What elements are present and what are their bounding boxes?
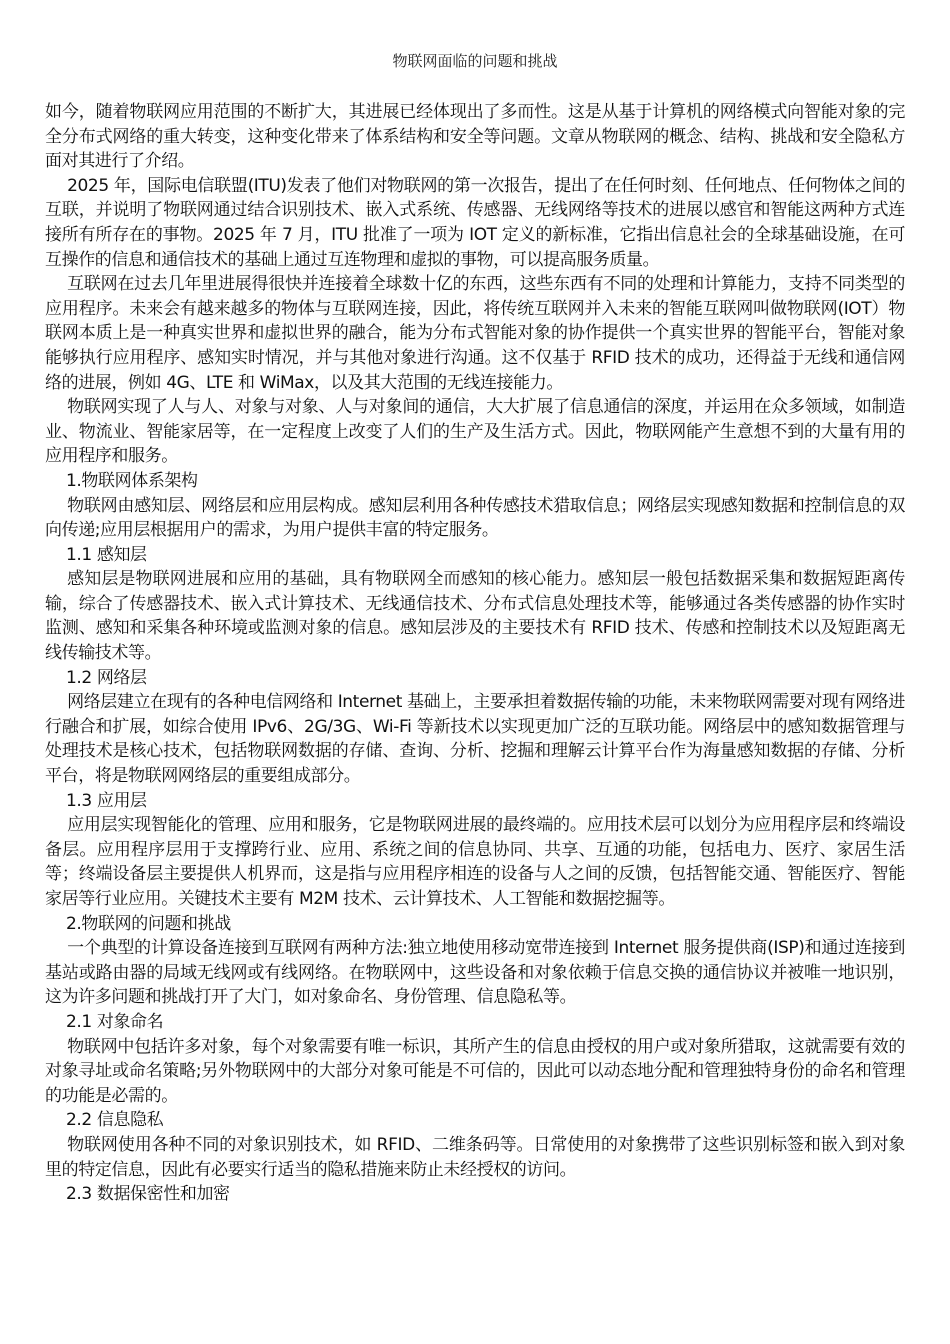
section-heading: 2.2 信息隐私 [66, 1110, 164, 1131]
body-paragraph: 2025 年，国际电信联盟(ITU)发表了他们对物联网的第一次报告，提出了在任何时刻、任何地点、任何物体之间的互联，并说明了物联网通过结合识别技术、嵌入式系统、传感器、无线网络等技术的进展以感官和智能这两种方式连接所有所存在的事物。2025 年 7 月，ITU 批准了一项为 IOT 定义的新标准，它指出信息社会的全球基础设施，在可互操作的信息和通信技术的基础上通过互连物理和虚拟的事物，可以提高服务质量。 [45, 175, 905, 270]
section-heading: 2.1 对象命名 [66, 1011, 164, 1032]
section-heading: 1.物联网体系架构 [66, 470, 198, 491]
page-title: 物联网面临的问题和挑战 [392, 52, 558, 70]
section-heading: 2.物联网的问题和挑战 [66, 913, 231, 934]
document-body [45, 100, 905, 1207]
section-paragraph: 物联网中包括许多对象，每个对象需要有唯一标识，其所产生的信息由授权的用户或对象所猎取，这就需要有效的对象寻址或命名策略;另外物联网中的大部分对象可能是不可信的，因此可以动态地分配和管理独特身份的命名和管理的功能是必需的。 [45, 1036, 905, 1106]
section-heading: 1.2 网络层 [66, 667, 147, 688]
section-paragraph: 物联网由感知层、网络层和应用层构成。感知层利用各种传感技术猎取信息；网络层实现感知数据和控制信息的双向传递;应用层根据用户的需求，为用户提供丰富的特定服务。 [45, 495, 905, 541]
body-paragraph: 物联网实现了人与人、对象与对象、人与对象间的通信，大大扩展了信息通信的深度，并运用在众多领域，如制造业、物流业、智能家居等，在一定程度上改变了人们的生产及生活方式。因此，物联网能产生意想不到的大量有用的应用程序和服务。 [45, 397, 905, 467]
section-heading: 1.3 应用层 [66, 790, 147, 811]
body-paragraph: 互联网在过去几年里进展得很快并连接着全球数十亿的东西，这些东西有不同的处理和计算能力，支持不同类型的应用程序。未来会有越来越多的物体与互联网连接，因此，将传统互联网并入未来的智能互联网叫做物联网(IOT）物联网本质上是一种真实世界和虚拟世界的融合，能为分布式智能对象的协作提供一个真实世界的智能平台，智能对象能够执行应用程序、感知实时情况，并与其他对象进行沟通。这不仅基于 RFID 技术的成功，还得益于无线和通信网络的进展，例如 4G、LTE 和 WiMax，以及其大范围的无线连接能力。 [45, 274, 905, 393]
section-paragraph: 物联网使用各种不同的对象识别技术，如 RFID、二维条码等。日常使用的对象携带了这些识别标签和嵌入到对象里的特定信息，因此有必要实行适当的隐私措施来防止未经授权的访问。 [45, 1134, 905, 1180]
section-paragraph: 感知层是物联网进展和应用的基础，具有物联网全而感知的核心能力。感知层一般包括数据采集和数据短距离传输，综合了传感器技术、嵌入式计算技术、无线通信技术、分布式信息处理技术等，能够通过各类传感器的协作实时监测、感知和采集各种环境或监测对象的信息。感知层涉及的主要技术有 RFID 技术、传感和控制技术以及短距离无线传输技术等。 [45, 569, 905, 664]
section-heading: 1.1 感知层 [66, 544, 147, 565]
section-paragraph: 应用层实现智能化的管理、应用和服务，它是物联网进展的最终端的。应用技术层可以划分为应用程序层和终端设备层。应用程序层用于支撑跨行业、应用、系统之间的信息协同、共享、互通的功能，包括电力、医疗、家居生活等；终端设备层主要提供人机界而，这是指与应用程序相连的设备与人之间的反馈，包括智能交通、智能医疗、智能家居等行业应用。关键技术主要有 M2M 技术、云计算技术、人工智能和数据挖掘等。 [45, 815, 905, 909]
section-heading: 2.3 数据保密性和加密 [66, 1184, 230, 1205]
intro-paragraph: 如今，随着物联网应用范围的不断扩大，其进展已经体现出了多而性。这是从基于计算机的网络模式向智能对象的完全分布式网络的重大转变，这种变化带来了体系结构和安全等问题。文章从物联网的概念、结构、挑战和安全隐私方面对其进行了介绍。 [45, 102, 905, 172]
section-paragraph: 网络层建立在现有的各种电信网络和 Internet 基础上，主要承担着数据传输的功能，未来物联网需要对现有网络进行融合和扩展，如综合使用 IPv6、2G/3G、Wi-Fi 等新技术以实现更加广泛的互联功能。网络层中的感知数据管理与处理技术是核心技术，包括物联网数据的存储、查询、分析、挖掘和理解云计算平台作为海量感知数据的存储、分析平台，将是物联网网络层的重要组成部分。 [45, 692, 906, 787]
section-paragraph: 一个典型的计算设备连接到互联网有两种方法:独立地使用移动宽带连接到 Internet 服务提供商(ISP)和通过连接到基站或路由器的局域无线网或有线网络。在物联网中，这些设备和对象依赖于信息交换的通信协议并被唯一地识别，这为许多问题和挑战打开了大门，如对象命名、身份管理、信息隐私等。 [45, 938, 905, 1008]
